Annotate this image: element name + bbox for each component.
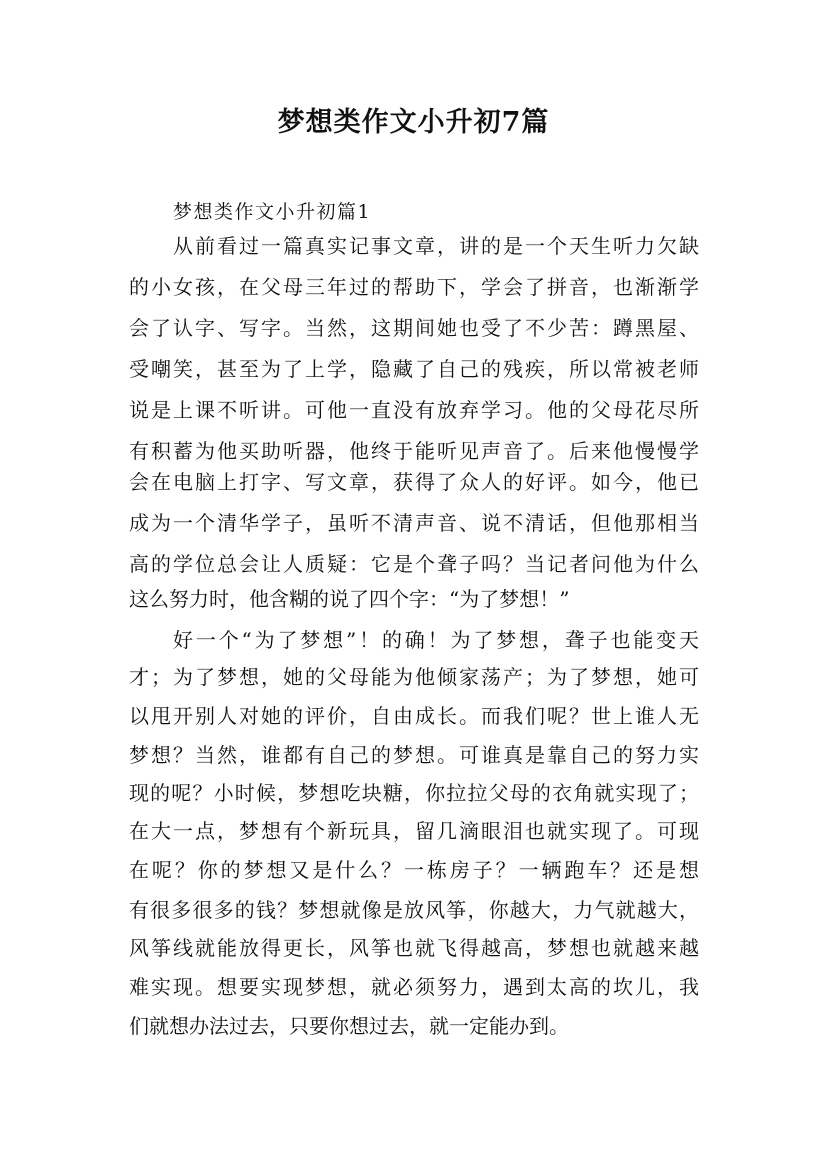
text-line: 会在电脑上打字、写文章，获得了众人的好评。如今，他已	[129, 470, 699, 494]
text-line: 以甩开别人对她的评价，自由成长。而我们呢？世上谁人无	[129, 704, 699, 728]
text-line: 这么努力时，他含糊的说了四个字：“为了梦想！”	[129, 587, 570, 611]
text-line: 受嘲笑，甚至为了上学，隐藏了自己的残疾，所以常被老师	[129, 357, 699, 381]
section-heading: 梦想类作文小升初篇1	[173, 201, 372, 223]
text-line: 在大一点，梦想有个新玩具，留几滴眼泪也就实现了。可现	[129, 819, 699, 843]
text-line: 有很多很多的钱？梦想就像是放风筝，你越大，力气就越大，	[129, 898, 699, 922]
text-line: 的小女孩，在父母三年过的帮助下，学会了拼音，也渐渐学	[129, 275, 699, 299]
text-line: 会了认字、写字。当然，这期间她也受了不少苦：蹲黑屋、	[129, 316, 699, 340]
document-title: 梦想类作文小升初7篇	[277, 107, 550, 138]
text-line: 说是上课不听讲。可他一直没有放弃学习。他的父母花尽所	[129, 398, 699, 422]
text-line: 现的呢？小时候，梦想吃块糖，你拉拉父母的衣角就实现了；	[129, 781, 699, 805]
text-line: 才；为了梦想，她的父母能为他倾家荡产；为了梦想，她可	[129, 665, 699, 689]
text-line: 成为一个清华学子，虽听不清声音、说不清话，但他那相当	[129, 511, 699, 535]
text-line: 梦想？当然，谁都有自己的梦想。可谁真是靠自己的努力实	[129, 743, 699, 767]
text-line: 好一个“为了梦想”！的确！为了梦想，聋子也能变天	[173, 628, 699, 652]
text-line: 难实现。想要实现梦想，就必须努力，遇到太高的坎儿，我	[129, 975, 699, 999]
text-line: 在呢？你的梦想又是什么？一栋房子？一辆跑车？还是想	[129, 858, 699, 882]
text-line: 们就想办法过去，只要你想过去，就一定能办到。	[129, 1014, 569, 1038]
text-line: 高的学位总会让人质疑：它是个聋子吗？当记者问他为什么	[129, 552, 699, 576]
text-line: 有积蓄为他买助听器，他终于能听见声音了。后来他慢慢学	[129, 439, 699, 463]
text-line: 从前看过一篇真实记事文章，讲的是一个天生听力欠缺	[173, 234, 699, 258]
text-line: 风筝线就能放得更长，风筝也就飞得越高，梦想也就越来越	[129, 936, 699, 960]
